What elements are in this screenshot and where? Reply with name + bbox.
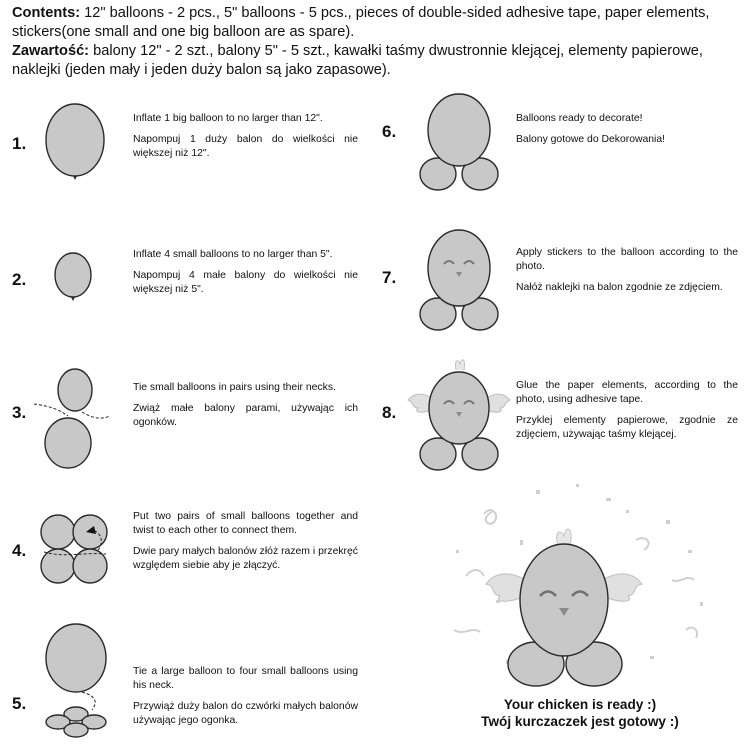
step-6-number: 6. bbox=[382, 122, 397, 141]
step-3-pl: Zwiąż małe balony parami, używając ich ogonków. bbox=[133, 403, 358, 428]
big-balloon-icon bbox=[46, 624, 106, 692]
contents-header bbox=[12, 4, 742, 80]
step-5-number: 5. bbox=[12, 694, 27, 713]
big-balloon-icon bbox=[429, 372, 489, 444]
step-1-number: 1. bbox=[12, 134, 27, 153]
step-7-number: 7. bbox=[382, 268, 397, 287]
step-8-pl: Przyklej elementy papierowe, zgodnie ze zdjęciem, używając taśmy klejącej. bbox=[516, 415, 738, 440]
big-balloon-icon bbox=[520, 544, 608, 656]
final-caption bbox=[430, 696, 730, 730]
step-8-chicken-illustration bbox=[404, 356, 514, 474]
step-6-en: Balloons ready to decorate! bbox=[516, 113, 643, 124]
step-3-en: Tie small balloons in pairs using their necks. bbox=[133, 382, 336, 393]
final-caption-en: Your chicken is ready :) bbox=[503, 697, 657, 712]
step-6-text bbox=[516, 112, 738, 154]
balloon-knot-icon bbox=[73, 176, 77, 180]
small-balloon-icon bbox=[41, 515, 75, 549]
small-balloon-icon bbox=[41, 549, 75, 583]
final-caption-pl: Twój kurczaczek jest gotowy :) bbox=[481, 714, 679, 729]
zawartosc-label: Zawartość: bbox=[12, 43, 90, 59]
step-4-number: 4. bbox=[12, 541, 27, 560]
step-6-balloons-illustration bbox=[414, 90, 504, 194]
step-3-text bbox=[133, 381, 358, 437]
small-balloon-icon bbox=[55, 253, 91, 297]
final-chicken-illustration bbox=[436, 480, 736, 690]
contents-text: 12" balloons - 2 pcs., 5" balloons - 5 pcs., pieces of double-sided adhesive tape, paper elements, stickers(one small and one big balloon are as spare). bbox=[12, 5, 710, 40]
step-4-twist-illustration bbox=[34, 508, 116, 588]
contents-pl bbox=[12, 42, 742, 80]
small-balloon-top-icon bbox=[58, 369, 92, 411]
step-2-en: Inflate 4 small balloons to no larger than 5". bbox=[133, 249, 333, 260]
step-8-number: 8. bbox=[382, 403, 397, 422]
step-3-pair-illustration bbox=[30, 366, 120, 474]
big-balloon-icon bbox=[428, 94, 490, 166]
step-7-text bbox=[516, 246, 738, 302]
step-2-balloon-illustration bbox=[48, 250, 98, 306]
zawartosc-text: balony 12" - 2 szt., balony 5" - 5 szt., kawałki taśmy dwustronnie klejącej, elementy papierowe, naklejki (jeden mały i jeden duży balon są jako zapasowe). bbox=[12, 43, 703, 78]
step-1-en: Inflate 1 big balloon to no larger than 12". bbox=[133, 113, 323, 124]
step-1-pl: Napompuj 1 duży balon do wielkości nie większej niż 12". bbox=[133, 134, 358, 159]
step-7-stickers-illustration bbox=[414, 226, 504, 334]
small-balloon-bottom-icon bbox=[45, 418, 91, 468]
small-balloon-icon bbox=[64, 723, 88, 737]
big-balloon-icon bbox=[46, 104, 104, 176]
contents-label: Contents: bbox=[12, 5, 81, 21]
step-5-assembly-illustration bbox=[36, 622, 120, 746]
step-8-en: Glue the paper elements, according to the photo, using adhesive tape. bbox=[516, 380, 738, 405]
step-6-pl: Balony gotowe do Dekorowania! bbox=[516, 134, 666, 145]
tie-arrow-right-icon bbox=[82, 412, 110, 418]
step-1-balloon-illustration bbox=[40, 102, 120, 188]
step-8-text bbox=[516, 379, 738, 449]
step-5-pl: Przywiąż duży balon do czwórki małych balonów używając jego ogonka. bbox=[133, 701, 358, 726]
balloon-knot-icon bbox=[71, 297, 75, 301]
step-4-en: Put two pairs of small balloons together and twist to each other to connect them. bbox=[133, 511, 358, 536]
step-3-number: 3. bbox=[12, 403, 27, 422]
step-7-pl: Nałóż naklejki na balon zgodnie ze zdjęciem. bbox=[516, 282, 723, 293]
step-5-text bbox=[133, 665, 358, 735]
step-4-text bbox=[133, 510, 358, 580]
contents-en bbox=[12, 4, 742, 42]
step-5-en: Tie a large balloon to four small balloons using his neck. bbox=[133, 666, 358, 691]
step-2-text bbox=[133, 248, 358, 304]
tie-line-icon bbox=[82, 692, 95, 710]
step-4-pl: Dwie pary małych balonów złóż razem i przekręć względem siebie aby je złączyć. bbox=[133, 546, 358, 571]
step-7-en: Apply stickers to the balloon according to the photo. bbox=[516, 247, 738, 272]
step-2-pl: Napompuj 4 małe balony do wielkości nie większej niż 5". bbox=[133, 270, 358, 295]
crest-icon bbox=[455, 360, 464, 370]
step-2-number: 2. bbox=[12, 270, 27, 289]
big-balloon-icon bbox=[428, 230, 490, 306]
step-1-text bbox=[133, 112, 358, 168]
